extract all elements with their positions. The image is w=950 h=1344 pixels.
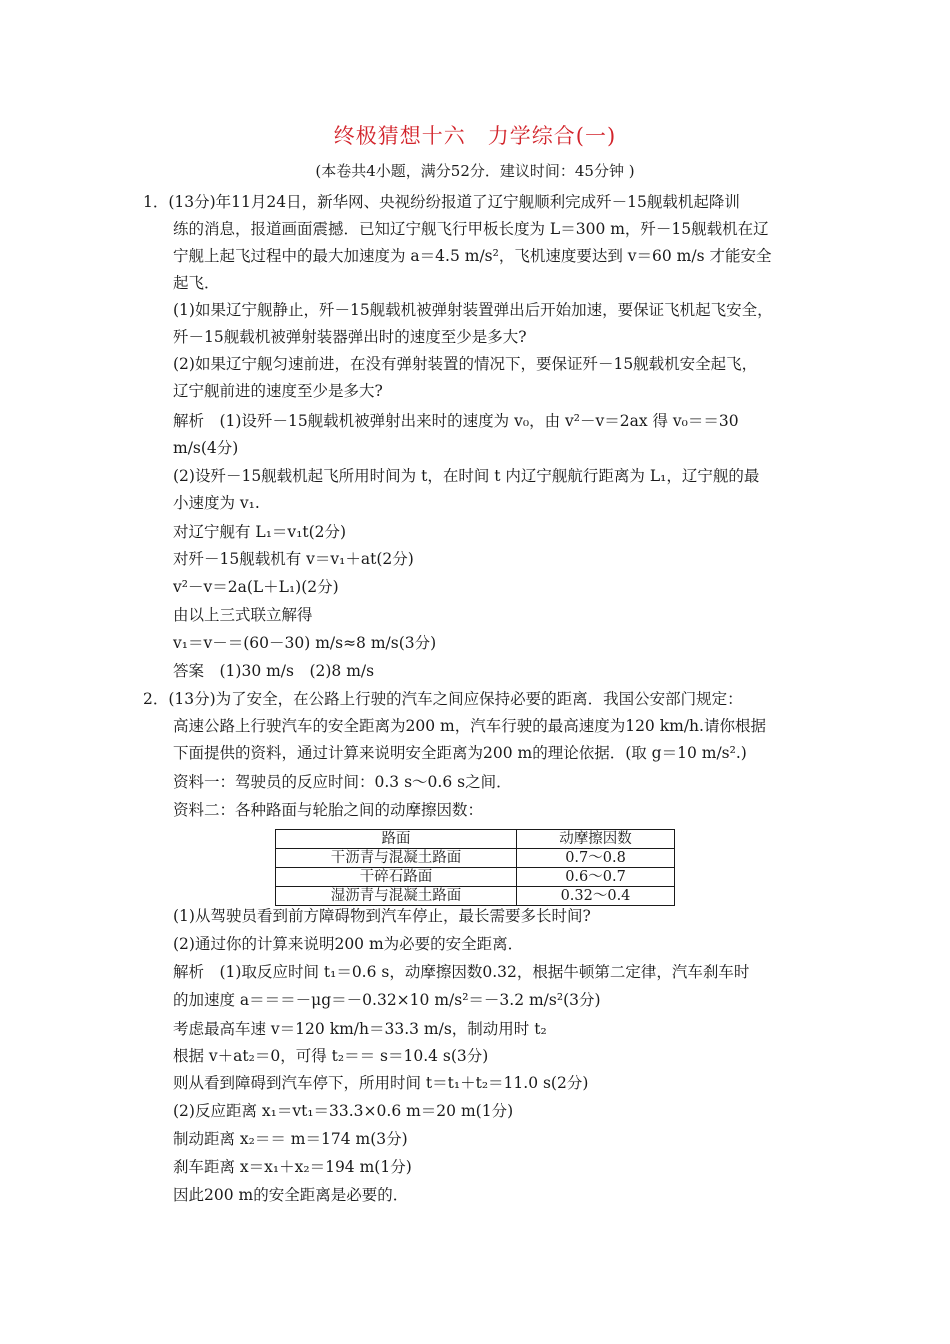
text-line: 答案 (1)30 m/s (2)8 m/s [173, 662, 375, 680]
text-line: (2)反应距离 x₁＝vt₁＝33.3×0.6 m＝20 m(1分) [173, 1102, 514, 1120]
text-line: 1．(13分)年11月24日，新华网、央视纷纷报道了辽宁舰顺利完成歼－15舰载机起降训 [143, 193, 740, 211]
text-line: (1)从驾驶员看到前方障碍物到汽车停止，最长需要多长时间? [173, 907, 591, 925]
text-line: (2)设歼－15舰载机起飞所用时间为 t，在时间 t 内辽宁舰航行距离为 L₁，辽宁舰的最 [173, 467, 760, 485]
table-cell: 0.6～0.7 [517, 868, 675, 887]
text-line: 由以上三式联立解得 [173, 606, 313, 624]
text-line: 对歼－15舰载机有 v＝v₁＋at(2分) [173, 550, 414, 568]
table-cell: 干碎石路面 [276, 868, 517, 887]
text-line: 则从看到障碍到汽车停下，所用时间 t＝t₁＋t₂＝11.0 s(2分) [173, 1074, 589, 1092]
text-line: (2)如果辽宁舰匀速前进，在没有弹射装置的情况下，要保证歼－15舰载机安全起飞， [173, 355, 758, 373]
friction-coefficient-table [275, 829, 675, 906]
table-cell: 湿沥青与混凝土路面 [276, 887, 517, 906]
text-line: 练的消息，报道画面震撼．已知辽宁舰飞行甲板长度为 L＝300 m，歼－15舰载机在辽 [173, 220, 769, 238]
text-line: 下面提供的资料，通过计算来说明安全距离为200 m的理论依据．(取 g＝10 m/s².) [173, 744, 747, 762]
text-line: 歼－15舰载机被弹射装器弹出时的速度至少是多大? [173, 328, 527, 346]
text-line: 小速度为 v₁. [173, 494, 260, 512]
text-line: 因此200 m的安全距离是必要的． [173, 1186, 409, 1204]
text-line: 起飞． [173, 274, 220, 292]
text-line: 宁舰上起飞过程中的最大加速度为 a＝4.5 m/s²，飞机速度要达到 v＝60 m/s 才能安全 [173, 247, 772, 265]
text-line: (1)如果辽宁舰静止，歼－15舰载机被弹射装置弹出后开始加速，要保证飞机起飞安全， [173, 301, 773, 319]
text-line: 解析 (1)取反应时间 t₁＝0.6 s，动摩擦因数0.32，根据牛顿第二定律，汽车刹车时 [173, 963, 750, 981]
text-line: v₁＝v－＝(60－30) m/s≈8 m/s(3分) [173, 634, 437, 652]
table-row [276, 849, 675, 868]
text-line: 制动距离 x₂＝＝ m＝174 m(3分) [173, 1130, 408, 1148]
table-header-cell: 动摩擦因数 [517, 830, 675, 849]
text-line: 考虑最高车速 v＝120 km/h＝33.3 m/s，制动用时 t₂ [173, 1020, 547, 1038]
text-line: 对辽宁舰有 L₁＝v₁t(2分) [173, 523, 347, 541]
text-line: 资料一：驾驶员的反应时间：0.3 s～0.6 s之间． [173, 773, 512, 791]
text-line: 辽宁舰前进的速度至少是多大? [173, 382, 383, 400]
table-row [276, 887, 675, 906]
table-header-row [276, 830, 675, 849]
text-line: 根据 v＋at₂＝0，可得 t₂＝＝ s＝10.4 s(3分) [173, 1047, 489, 1065]
page-subtitle: (本卷共4小题，满分52分．建议时间：45分钟 ) [315, 162, 635, 180]
text-line: 刹车距离 x＝x₁＋x₂＝194 m(1分) [173, 1158, 412, 1176]
text-line: m/s(4分) [173, 439, 239, 457]
text-line: 资料二：各种路面与轮胎之间的动摩擦因数： [173, 801, 484, 819]
page-title: 终极猜想十六 力学综合(一) [333, 124, 617, 148]
table-header-cell: 路面 [276, 830, 517, 849]
table-cell: 0.32～0.4 [517, 887, 675, 906]
text-line: v²－v＝2a(L＋L₁)(2分) [173, 578, 339, 596]
text-line: 高速公路上行驶汽车的安全距离为200 m，汽车行驶的最高速度为120 km/h.请你根据 [173, 717, 766, 735]
table-cell: 干沥青与混凝土路面 [276, 849, 517, 868]
table-row [276, 868, 675, 887]
text-line: 2．(13分)为了安全，在公路上行驶的汽车之间应保持必要的距离．我国公安部门规定： [143, 690, 743, 708]
text-line: 解析 (1)设歼－15舰载机被弹射出来时的速度为 v₀，由 v²－v＝2ax 得 v₀＝＝30 [173, 412, 739, 430]
text-line: 的加速度 a＝＝＝－μg＝－0.32×10 m/s²＝－3.2 m/s²(3分) [173, 991, 601, 1009]
table-cell: 0.7～0.8 [517, 849, 675, 868]
text-line: (2)通过你的计算来说明200 m为必要的安全距离． [173, 935, 524, 953]
